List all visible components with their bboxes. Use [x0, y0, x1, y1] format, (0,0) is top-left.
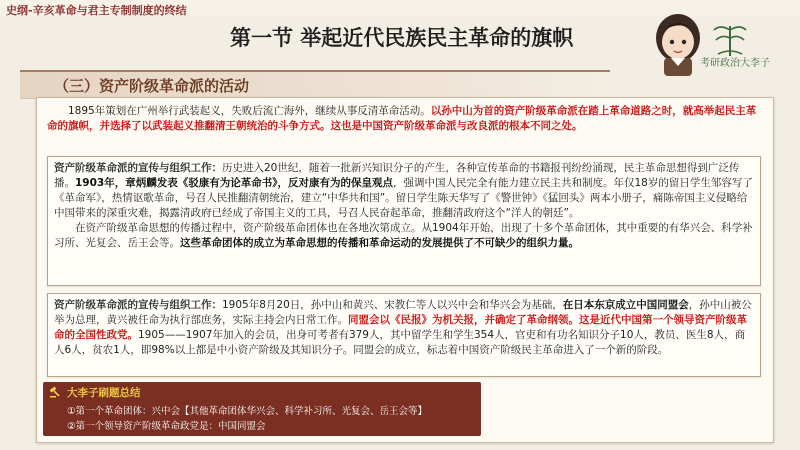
summary-title: 大李子刷题总结 [67, 387, 141, 399]
course-title: 史纲-辛亥革命与君主专制制度的终结 [6, 4, 187, 17]
tongmenghui-highlight: 同盟会以《民报》为机关报，并确定了革命纲领。这是近代中国第一个领导资产阶级革命的全国性政党。 [54, 314, 747, 341]
propaganda-label: 资产阶级革命派的宣传与组织工作： [54, 162, 222, 174]
intro-highlight: 以孙中山为首的资产阶级革命派在踏上革命道路之时，就高举起民主革命的旗帜，并选择了以武装起义推翻清王朝统治的斗争方式。这也是中国资产阶级革命派与改良派的根本不同之处。 [47, 105, 757, 132]
summary-box [43, 382, 481, 436]
tongmenghui-text-3: 1905——1907年加入的会员，出身可考者有379人，其中留学生和学生354人，官吏和有功名知识分子10人，教员、医生8人，商人6人，贫农1人，即98%以上都是中小资产阶级及其知识分子。同盟会的成立，标志着中国资产阶级民主革命进入了一个新的阶段。 [54, 329, 746, 356]
propaganda-bold-2: 这些革命团体的成立为革命思想的传播和革命运动的发展提供了不可缺少的组织力量。 [180, 237, 579, 249]
propaganda-text-1: 历史进入20世纪，随着一批新兴知识分子的产生，各种宣传革命的书籍报刊纷纷涌现，民主革命思想得到广泛传播。 [54, 162, 740, 189]
logo-text: 考研政治大李子 [700, 58, 770, 69]
propaganda-bold-1: 1903年，章炳麟发表《驳康有为论革命书》，反对康有为的保皇观点 [75, 177, 393, 189]
section-heading [20, 70, 610, 99]
intro-paragraph [47, 104, 759, 134]
section-heading-text: （三）资产阶级革命派的活动 [54, 76, 250, 95]
propaganda-box [47, 156, 761, 286]
propaganda-text-3: 在资产阶级革命思想的传播过程中，资产阶级革命团体也在各地次第成立。从1904年开始，出现了十多个革命团体，其中重要的有华兴会、科学补习所、光复会、岳王会等。 [54, 222, 753, 249]
tongmenghui-text [54, 298, 754, 358]
tongmenghui-text-2: ，孙中山被公举为总理，黄兴被任命为执行部庶务，实际主持会内日常工作。 [54, 299, 752, 326]
summary-line-2: ②第一个领导资产阶级革命政党是：中国同盟会 [67, 421, 266, 432]
summary-line-1: ①第一个革命团体：兴中会【其他革命团体华兴会、科学补习所、光复会、岳王会等】 [67, 406, 428, 417]
page-title: 第一节 举起近代民族民主革命的旗帜 [230, 25, 574, 50]
content-panel [36, 97, 774, 443]
intro-plain: 1895年策划在广州举行武装起义，失败后流亡海外，继续从事反清革命活动。 [47, 105, 431, 117]
tongmenghui-bold-1: 在日本东京成立中国同盟会 [562, 299, 689, 311]
tongmenghui-text-1: 1905年8月20日，孙中山和黄兴、宋教仁等人以兴中会和华兴会为基础， [222, 299, 563, 311]
propaganda-text [54, 161, 754, 251]
tongmenghui-label: 资产阶级革命派的宣传与组织工作： [54, 299, 222, 311]
tongmenghui-box [47, 293, 761, 377]
propaganda-text-2: ，强调中国人民完全有能力建立民主共和制度。年仅18岁的留日学生邹容写了《革命军》，热情讴歌革命，号召人民推翻清朝统治，建立“中华共和国”。留日学生陈天华写了《警世钟》《猛回头》两本小册子，痛陈帝国主义侵略给中国带来的深重灾难，揭露清政府已经成了帝国主义的工具，号召人民奋起革命，推翻清政府这个“洋人的朝廷”。 [54, 177, 753, 219]
gavel-icon [49, 386, 61, 398]
